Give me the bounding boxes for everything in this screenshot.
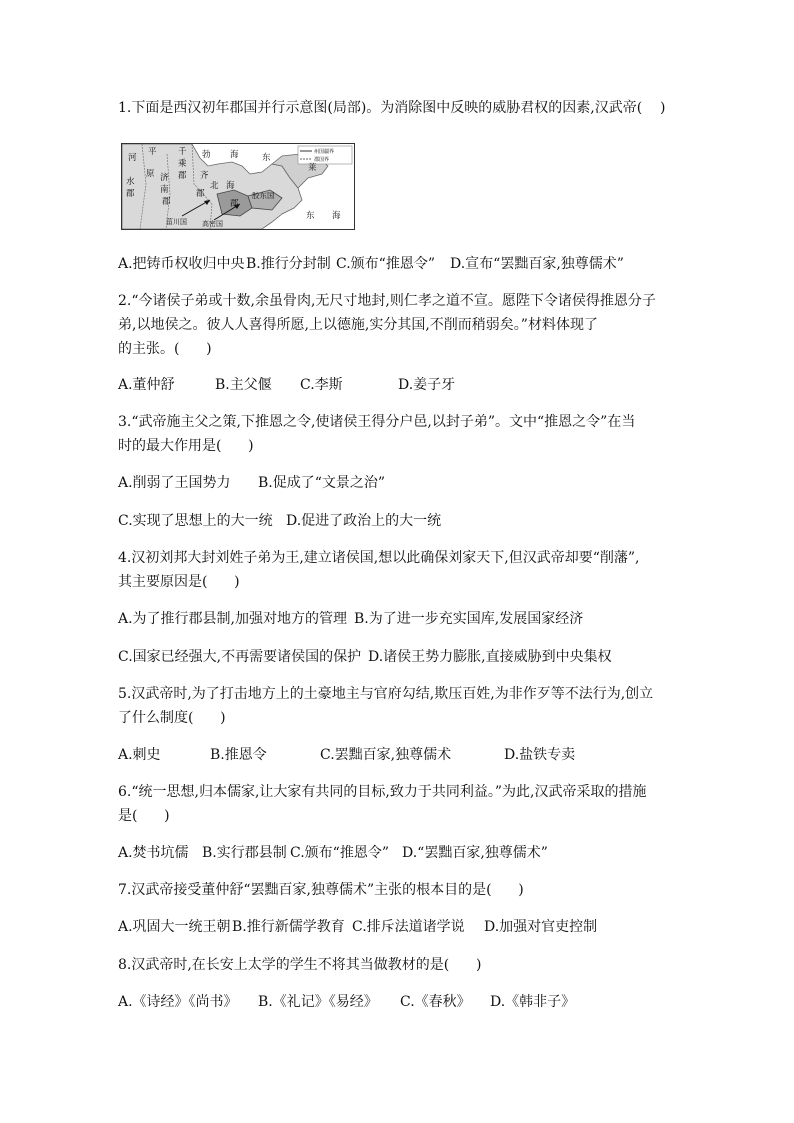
q5-option-c: C.罢黜百家,独尊儒术: [320, 747, 452, 763]
q5-option-b: B.推恩令: [210, 747, 267, 763]
q3-stem-line-2: 时的最大作用是( ): [118, 438, 254, 454]
svg-text:高密国: 高密国: [202, 220, 223, 228]
svg-text:水: 水: [126, 177, 135, 187]
svg-text:河: 河: [128, 153, 137, 163]
legend-label-1: 州国疆界: [314, 149, 335, 155]
svg-text:海: 海: [332, 211, 341, 221]
q4-option-b: B.为了进一步充实国库,发展国家经济: [354, 611, 584, 627]
svg-text:胶东国: 胶东国: [252, 191, 275, 200]
q2-stem-line-3: 的主张。( ): [118, 341, 212, 357]
q2-option-a: A.董仲舒: [118, 377, 175, 393]
svg-text:勃: 勃: [202, 150, 211, 160]
q8-option-a: A.《诗经》《尚书》: [118, 994, 238, 1010]
q1-option-a: A.把铸币权收归中央: [118, 256, 245, 272]
svg-text:乘: 乘: [178, 159, 187, 169]
svg-text:东: 东: [262, 153, 271, 163]
q2-stem-line-2: 弟,以地侯之。彼人人喜得所愿,上以德施,实分其国,不削而稍弱矣。”材料体现了: [118, 317, 598, 333]
svg-text:郡: 郡: [178, 171, 187, 181]
q7-option-d: D.加强对官吏控制: [484, 919, 598, 935]
svg-text:郡: 郡: [126, 189, 135, 199]
svg-text:北: 北: [210, 181, 219, 191]
legend-label-2: 郡国界: [314, 157, 330, 163]
q3-stem-line-1: 3.“武帝施主父之策,下推恩之令,使诸侯王得分户邑,以封子弟”。文中“推恩之令”在当: [118, 414, 636, 430]
q1-stem: 1.下面是西汉初年郡国并行示意图(局部)。为消除图中反映的威胁君权的因素,汉武帝( ): [118, 100, 666, 116]
q4-option-a: A.为了推行郡县制,加强对地方的管理: [118, 611, 348, 627]
q2-stem-line-1: 2.“今诸侯子弟或十数,余虽骨肉,无尺寸地封,则仁孝之道不宣。愿陛下令诸侯得推恩分子: [118, 293, 656, 309]
svg-text:济: 济: [160, 173, 169, 183]
q8-option-d: D.《韩非子》: [490, 994, 576, 1010]
svg-text:千: 千: [178, 147, 187, 157]
q7-option-c: C.排斥法道诸学说: [352, 919, 465, 935]
q5-stem-line-1: 5.汉武帝时,为了打击地方上的土豪地主与官府勾结,欺压百姓,为非作歹等不法行为,创立: [118, 686, 654, 702]
q6-option-d: D.“罢黜百家,独尊儒术”: [402, 845, 548, 861]
q3-option-c: C.实现了思想上的大一统: [118, 513, 273, 529]
svg-text:郡: 郡: [162, 197, 171, 207]
svg-text:郡: 郡: [196, 189, 205, 199]
q5-option-a: A.刺史: [118, 747, 161, 763]
q8-option-c: C.《春秋》: [400, 994, 471, 1010]
q4-option-d: D.诸侯王势力膨胀,直接威胁到中央集权: [368, 649, 612, 665]
svg-text:齐: 齐: [200, 171, 209, 181]
q2-option-d: D.姜子牙: [398, 377, 456, 393]
q6-stem-line-1: 6.“统一思想,归本儒家,让大家有共同的目标,致力于共同利益。”为此,汉武帝采取的措施: [118, 784, 647, 800]
q5-option-d: D.盐铁专卖: [504, 747, 576, 763]
q3-option-b: B.促成了“文景之治”: [258, 475, 386, 491]
q1-option-b: B.推行分封制: [246, 256, 331, 272]
svg-text:原: 原: [146, 169, 155, 179]
q6-option-b: B.实行郡县制: [202, 845, 287, 861]
svg-text:南: 南: [160, 185, 169, 195]
q4-stem-line-2: 其主要原因是( ): [118, 574, 240, 590]
map-svg: [122, 144, 354, 229]
q7-stem: 7.汉武帝接受董仲舒“罢黜百家,独尊儒术”主张的根本目的是( ): [118, 882, 524, 898]
q1-option-d: D.宣布“罢黜百家,独尊儒术”: [450, 256, 624, 272]
svg-text:平: 平: [148, 147, 157, 157]
svg-text:郡: 郡: [230, 199, 239, 209]
q7-option-a: A.巩固大一统王朝: [118, 919, 231, 935]
svg-text:海: 海: [230, 150, 239, 160]
q8-option-b: B.《礼记》《易经》: [258, 994, 378, 1010]
q7-option-b: B.推行新儒学教育: [232, 919, 345, 935]
svg-text:海: 海: [226, 181, 235, 191]
q4-stem-line-1: 4.汉初刘邦大封刘姓子弟为王,建立诸侯国,想以此确保刘家天下,但汉武帝却要“削藩”,: [118, 550, 640, 566]
q6-stem-line-2: 是( ): [118, 808, 170, 824]
q6-option-a: A.焚书坑儒: [118, 845, 189, 861]
svg-text:菑川国: 菑川国: [166, 218, 187, 226]
q2-option-c: C.李斯: [300, 377, 343, 393]
map-figure: [121, 143, 355, 230]
q4-option-c: C.国家已经强大,不再需要诸侯国的保护: [118, 649, 362, 665]
q3-option-d: D.促进了政治上的大一统: [286, 513, 442, 529]
q1-option-c: C.颁布“推恩令”: [336, 256, 435, 272]
q5-stem-line-2: 了什么制度( ): [118, 710, 226, 726]
q6-option-c: C.颁布“推恩令”: [290, 845, 389, 861]
q8-stem: 8.汉武帝时,在长安上太学的学生不将其当做教材的是( ): [118, 957, 482, 973]
svg-text:莱: 莱: [308, 163, 317, 173]
q3-option-a: A.削弱了王国势力: [118, 475, 231, 491]
svg-text:东: 东: [306, 211, 315, 221]
q2-option-b: B.主父偃: [215, 377, 272, 393]
